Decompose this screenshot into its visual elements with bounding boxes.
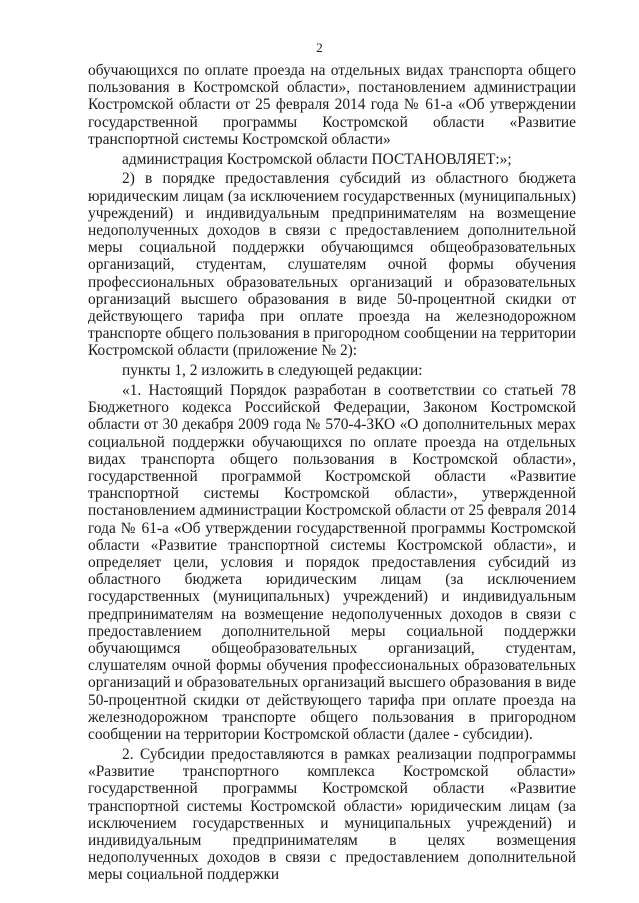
paragraph: 2. Субсидии предоставляются в рамках реализации подпрограммы «Развитие транспортного комплекса Костромской области» государственной программы Костромской области «Развитие транспортной системы Костромской области» юридическим лицам (за исключением государственных и муниципальных учреждений) и индивидуальным предпринимателям в целях возмещения недополученных доходов в связи с предоставлением дополнительной меры социальной поддержки [88,745,576,884]
document-body [88,62,576,886]
paragraph: обучающихся по оплате проезда на отдельных видах транспорта общего пользования в Костромской области», постановлением администрации Костромской области от 25 февраля 2014 года № 61-а «Об утверждении государственной программы Костромской области «Развитие транспортной системы Костромской области» [88,62,576,148]
paragraph: пункты 1, 2 изложить в следующей редакции: [122,362,423,380]
page-number: 2 [316,40,323,55]
paragraph: 2) в порядке предоставления субсидий из областного бюджета юридическим лицам (за исключением государственных (муниципальных) учреждений) и индивидуальным предпринимателям на возмещение недополученных доходов в связи с предоставлением дополнительной меры социальной поддержки обучающимся общеобразовательных организаций, студентам, слушателям очной формы обучения профессиональных образовательных организаций и образовательных организаций высшего образования в виде 50-процентной скидки от действующего тарифа при оплате проезда на железнодорожном транспорте общего пользования в пригородном сообщении на территории Костромской области (приложение № 2): [88,170,576,360]
paragraph: администрация Костромской области ПОСТАНОВЛЯЕТ:»; [122,150,512,168]
paragraph: «1. Настоящий Порядок разработан в соответствии со статьей 78 Бюджетного кодекса Российской Федерации, Законом Костромской области от 30 декабря 2009 года № 570-4-ЗКО «О дополнительных мерах социальной поддержки обучающихся по оплате проезда на отдельных видах транспорта общего пользования в Костромской области», государственной программой Костромской области «Развитие транспортной системы Костромской области», утвержденной постановлением администрации Костромской области от 25 февраля 2014 года № 61-а «Об утверждении государственной программы Костромской области «Развитие транспортной системы Костромской области», и определяет цели, условия и порядок предоставления субсидий из областного бюджета юридическим лицам (за исключением государственных (муниципальных) учреждений) и индивидуальным предпринимателям на возмещение недополученных доходов в связи с предоставлением дополнительной меры социальной поддержки обучающимся общеобразовательных организаций, студентам, слушателям очной формы обучения профессиональных образовательных организаций и образовательных организаций высшего образования в виде 50-процентной скидки от действующего тарифа при оплате проезда на железнодорожном транспорте общего пользования в пригородном сообщении на территории Костромской области (далее - субсидии). [88,382,576,744]
